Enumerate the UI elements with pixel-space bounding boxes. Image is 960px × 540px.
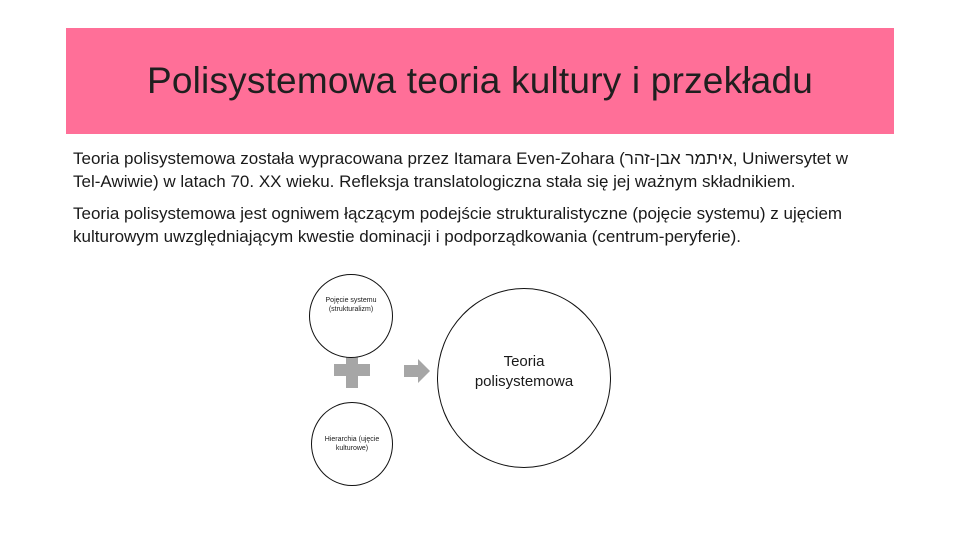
- system-circle-label: Pojęcie systemu (strukturalizm): [325, 297, 377, 313]
- paragraph-origin: Teoria polisystemowa została wypracowana przez Itamara Even-Zohara (איתמר אבן-זהר, Uniwersytet w Tel-Awiwie) w latach 70. XX wieku. Refleksja translatologiczna stała się jej ważnym składnikiem.: [73, 149, 848, 191]
- polysystem-theory-label: Teoria polisystemowa: [474, 353, 574, 390]
- title-banner: [66, 28, 894, 134]
- hierarchy-circle-label: Hierarchia (ujęcie kulturowe): [324, 436, 380, 452]
- arrow-right-icon: [404, 359, 430, 383]
- system-circle: [309, 274, 393, 358]
- paragraph-definition: Teoria polisystemowa jest ogniwem łączącym podejście strukturalistyczne (pojęcie systemu) z ujęciem kulturowym uwzględniającym kwestie dominacji i podporządkowania (centrum-peryferie).: [73, 204, 843, 246]
- hierarchy-circle: [311, 402, 393, 486]
- slide-title: Polisystemowa teoria kultury i przekładu: [146, 60, 814, 101]
- polysystem-theory-circle: [437, 288, 611, 468]
- body-text: [73, 147, 873, 257]
